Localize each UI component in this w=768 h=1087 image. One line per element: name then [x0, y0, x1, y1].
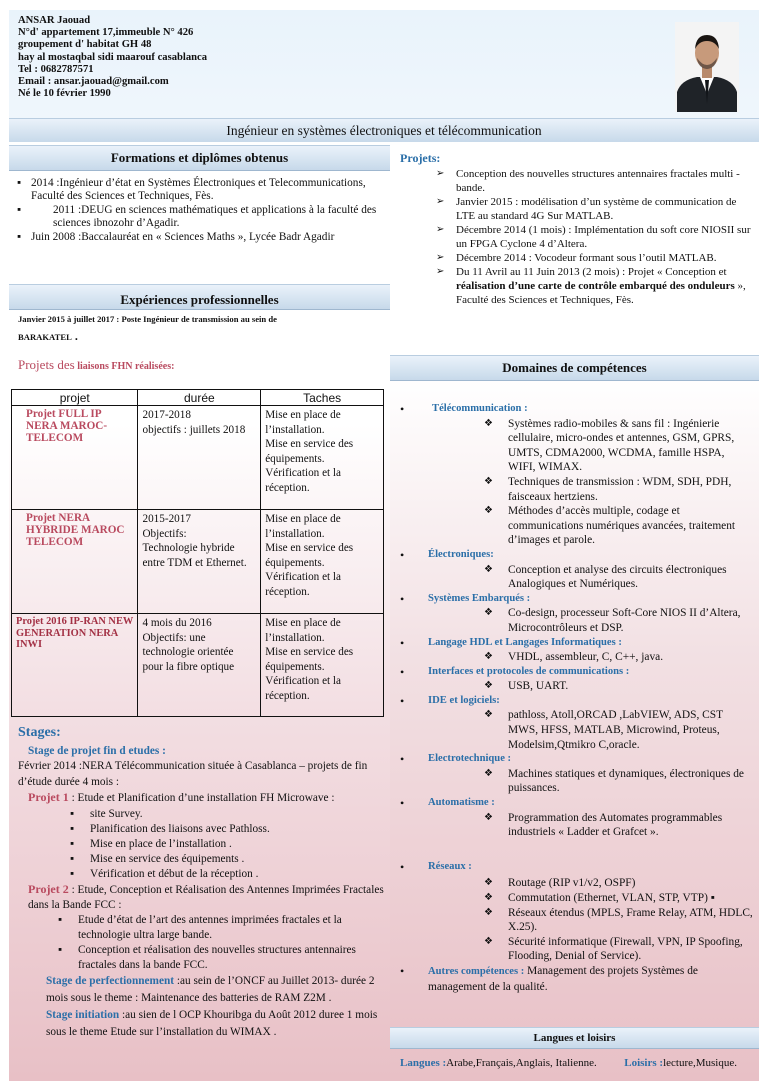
- list-item: ❖ Réseaux étendus (MPLS, Frame Relay, ATM, HDLC, X.25).: [508, 906, 754, 935]
- column-header-duree: durée: [138, 390, 261, 406]
- contact-name: ANSAR Jaouad: [18, 15, 91, 26]
- list-item: ❖ Machines statiques et dynamiques, électroniques de puissances.: [508, 767, 754, 796]
- stage-projet2-label: Projet 2: [28, 881, 69, 896]
- list-item: ❖ Méthodes d’accès multiple, codage et communications numériques avancées, traitement d’images et parole.: [508, 504, 754, 548]
- stage-perf-line: [18, 973, 386, 1007]
- cell-duree: [138, 614, 261, 717]
- column-header-projet: projet: [12, 390, 138, 406]
- domaine-ide: [400, 694, 754, 752]
- stages-title: Stages:: [18, 725, 61, 740]
- langues-heading: Langues et loisirs: [390, 1027, 759, 1049]
- stage-projet2-list: [18, 913, 386, 973]
- list-item: ❖ pathloss, Atoll,ORCAD ,LabVIEW, ADS, CST MWS, HFSS, MATLAB, Microwind, Proteus, Modelsim,Qtmikro C,oracle.: [508, 708, 754, 752]
- formations-list: [9, 177, 387, 244]
- stage-fin-label: Stage de projet fin d etudes :: [28, 745, 166, 757]
- cell-projet: Projet NERA HYBRIDE MAROC TELECOM: [12, 510, 138, 614]
- formation-item: ▪ Juin 2008 :Baccalauréat en « Sciences Maths », Lycée Badr Agadir: [31, 231, 387, 244]
- domaine-automatisme: [400, 796, 754, 840]
- stage-projet1-list: [18, 807, 386, 882]
- contact-birth: Né le 10 février 1990: [18, 88, 111, 100]
- domaine-reseaux: [400, 860, 754, 964]
- experience-intro: [18, 311, 386, 346]
- cell-duree: [138, 406, 261, 510]
- cell-projet: Projet FULL IP NERA MAROC-TELECOM: [12, 406, 138, 510]
- langues-line: [400, 1057, 756, 1069]
- projet-last-prefix: Du 11 Avril au 11 Juin 2013 (2 mois) : Projet « Conception et: [456, 266, 727, 278]
- stage-perf-text: :au sein de l’ONCF au Juillet 2013- durée 2 mois sous le theme : Maintenance des batteries de RAM Z2M .: [46, 975, 375, 1005]
- cell-taches-text: Mise en place de l’installation. Mise en service des équipements. Vérification et la réception.: [265, 513, 354, 598]
- stage-projet2-text: : Etude, Conception et Réalisation des Antennes Imprimées Fractales dans la Bande FCC :: [28, 883, 384, 912]
- list-item: ❖ USB, UART.: [508, 679, 754, 694]
- experience-dot: .: [71, 329, 78, 343]
- list-item: ➢ Janvier 2015 : modélisation d’un système de communication de LTE au standard 4G Sur MATLAB.: [436, 195, 752, 223]
- contact-block: [18, 15, 207, 100]
- list-item: ❖ Commutation (Ethernet, VLAN, STP, VTP) ▪: [508, 891, 754, 906]
- cell-duree-text: 2015-2017 Objectifs: Technologie hybride entre TDM et Ethernet.: [142, 513, 247, 569]
- projet-last-suffix: », Faculté des Sciences et Techniques, Fès.: [456, 280, 746, 306]
- contact-address-1: N°d' appartement 17,immeuble N° 426: [18, 27, 194, 39]
- list-item: ➢ Décembre 2014 : Vocodeur formant sous l’outil MATLAB.: [436, 251, 752, 265]
- domaine-electronique: [400, 548, 754, 592]
- langues-text: Arabe,Français,Anglais, Italienne.: [446, 1057, 597, 1069]
- contact-address-2: groupement d' habitat GH 48: [18, 39, 152, 51]
- domaine-title: • IDE et logiciels:: [428, 694, 500, 706]
- domaine-title: • Électroniques:: [428, 548, 494, 560]
- domaine-title: • Télécommunication :: [432, 403, 528, 414]
- domaine-telecom: [400, 402, 754, 548]
- cell-taches: [261, 614, 384, 717]
- fhn-title-small: liaisons FHN réalisées:: [74, 361, 175, 372]
- contact-email: Email : ansar.jaouad@gmail.com: [18, 76, 169, 88]
- list-item: ▪ Planification des liaisons avec Pathloss.: [90, 822, 386, 837]
- list-item: ❖ Systèmes radio-mobiles & sans fil : Ingénierie cellulaire, micro-ondes et antennes, GSM, GPRS, UMTS, CDMA2000, WCDMA, famille HSPA, WIFI, WIMAX.: [508, 417, 754, 475]
- list-item: ➢ Conception des nouvelles structures antennaires fractales multi -bande.: [436, 167, 752, 195]
- list-item: ❖ Conception et analyse des circuits électroniques Analogiques et Numériques.: [508, 563, 754, 592]
- stages-block: [18, 744, 386, 1041]
- cell-duree-text: 2017-2018 objectifs : juillets 2018: [142, 409, 246, 436]
- list-item: ▪ Vérification et début de la réception .: [90, 867, 386, 882]
- list-item: ❖ Routage (RIP v1/v2, OSPF): [508, 876, 754, 891]
- contact-phone: Tel : 0682787571: [18, 63, 94, 75]
- experience-company: BARAKATEL: [18, 332, 72, 342]
- experience-post: : Poste Ingénieur de transmission au sein de: [114, 314, 277, 324]
- stage-init-text: :au sien de l OCP Khouribga du Août 2012 duree 1 mois sous le theme Etude sur l’installation du WIMAX .: [46, 1009, 378, 1039]
- cell-duree: [138, 510, 261, 614]
- list-item: ▪ Conception et réalisation des nouvelles structures antennaires fractales dans la bande FCC.: [78, 943, 386, 973]
- projet-last-bold: réalisation d’une carte de contrôle embarqué des onduleurs: [456, 280, 735, 292]
- profile-photo: [675, 22, 739, 112]
- table-row: [12, 406, 384, 510]
- domaine-langages: [400, 636, 754, 665]
- stage-init-label: Stage initiation: [46, 1009, 120, 1022]
- loisirs-text: lecture,Musique.: [663, 1057, 737, 1069]
- langues-label: Langues :: [400, 1057, 447, 1069]
- domaine-title: • Electrotechnique :: [428, 753, 512, 765]
- stage-init-line: [18, 1007, 386, 1041]
- stage-fin-label-line: [18, 744, 386, 759]
- stage-projet2-line: [18, 882, 386, 914]
- formations-heading: Formations et diplômes obtenus: [9, 145, 390, 171]
- stage-fin-text: Février 2014 :NERA Télécommunication située à Casablanca – projets de fin d’étude durée 4 mois :: [18, 760, 368, 788]
- domaine-interfaces: [400, 665, 754, 694]
- domaines-heading: Domaines de compétences: [390, 355, 759, 381]
- formation-item: ▪ 2011 :DEUG en sciences mathématiques et applications à la faculté des sciences ibnozohr d’Agadir.: [31, 204, 387, 231]
- fhn-projects-table: [11, 389, 384, 717]
- list-item: ❖ Co-design, processeur Soft-Core NIOS II d’Altera, Microcontrôleurs et DSP.: [508, 606, 754, 635]
- cell-taches: [261, 510, 384, 614]
- domaine-title: • Systèmes Embarqués :: [428, 592, 531, 604]
- list-item: ▪ Etude d’état de l’art des antennes imprimées fractales et la technologie ultra large bande.: [78, 913, 386, 943]
- domaine-embarques: [400, 592, 754, 636]
- domaine-electrotechnique: [400, 752, 754, 796]
- cell-duree-text: 4 mois du 2016 Objectifs: une technologie orientée pour la fibre optique: [142, 617, 235, 673]
- table-header-row: [12, 390, 384, 406]
- cell-taches-text: Mise en place de l’installation. Mise en service des équipements. Vérification et la réception.: [265, 409, 354, 494]
- list-item: ❖ VHDL, assembleur, C, C++, java.: [508, 650, 754, 665]
- formation-item: ▪ 2014 :Ingénieur d’état en Systèmes Électroniques et Telecommunications, Faculté des Sciences et Techniques, Fès.: [31, 177, 387, 204]
- autres-text: Management des projets Systèmes de management de la qualité.: [428, 964, 698, 993]
- cell-taches: [261, 406, 384, 510]
- list-item: ▪ Mise en place de l’installation .: [90, 837, 386, 852]
- domaine-title: • Automatisme :: [428, 797, 495, 809]
- list-item: ❖ Techniques de transmission : WDM, SDH, PDH, faisceaux hertziens.: [508, 475, 754, 504]
- column-header-taches: Taches: [261, 390, 384, 406]
- stage-projet1-line: [18, 790, 386, 806]
- autres-label: Autres compétences :: [428, 965, 525, 977]
- list-item: ❖ Programmation des Automates programmables industriels « Ladder et Grafcet ».: [508, 811, 754, 840]
- domaine-title: • Réseaux :: [428, 860, 472, 872]
- domaine-title: • Langage HDL et Langages Informatiques :: [428, 636, 622, 648]
- stage-perf-label: Stage de perfectionnement: [46, 975, 175, 988]
- list-item: ❖ Sécurité informatique (Firewall, VPN, IP Spoofing, Flooding, Denial of Service).: [508, 935, 754, 964]
- fhn-title-main: Projets des: [18, 357, 75, 372]
- experiences-heading: Expériences professionnelles: [9, 284, 390, 310]
- cell-taches-text: Mise en place de l’installation. Mise en service des équipements. Vérification et la réception.: [265, 617, 354, 702]
- projets-list: [436, 167, 752, 307]
- list-item: [436, 265, 752, 307]
- stage-projet1-label: Projet 1: [28, 790, 69, 805]
- stage-projet1-text: : Etude et Planification d’une installation FH Microwave :: [68, 792, 335, 805]
- experience-date: Janvier 2015 à juillet 2017: [18, 314, 115, 324]
- job-title: Ingénieur en systèmes électroniques et télécommunication: [9, 118, 759, 143]
- cell-projet: Projet 2016 IP-RAN NEW GENERATION NERA INWI: [12, 614, 138, 717]
- projets-title: Projets:: [400, 151, 441, 165]
- domaine-title: • Interfaces et protocoles de communications :: [428, 665, 630, 677]
- table-row: [12, 614, 384, 717]
- contact-address-3: hay al mostaqbal sidi maarouf casablanca: [18, 51, 208, 63]
- table-row: [12, 510, 384, 614]
- list-item: ▪ Mise en service des équipements .: [90, 852, 386, 867]
- domaines-list: [400, 402, 754, 994]
- loisirs-label: Loisirs :: [624, 1057, 664, 1069]
- list-item: ▪ site Survey.: [90, 807, 386, 822]
- domaine-autres: [400, 964, 754, 994]
- list-item: ➢ Décembre 2014 (1 mois) : Implémentation du soft core NIOSII sur un FPGA Cyclone 4 d’Altera.: [436, 223, 752, 251]
- fhn-projects-title: [18, 357, 174, 373]
